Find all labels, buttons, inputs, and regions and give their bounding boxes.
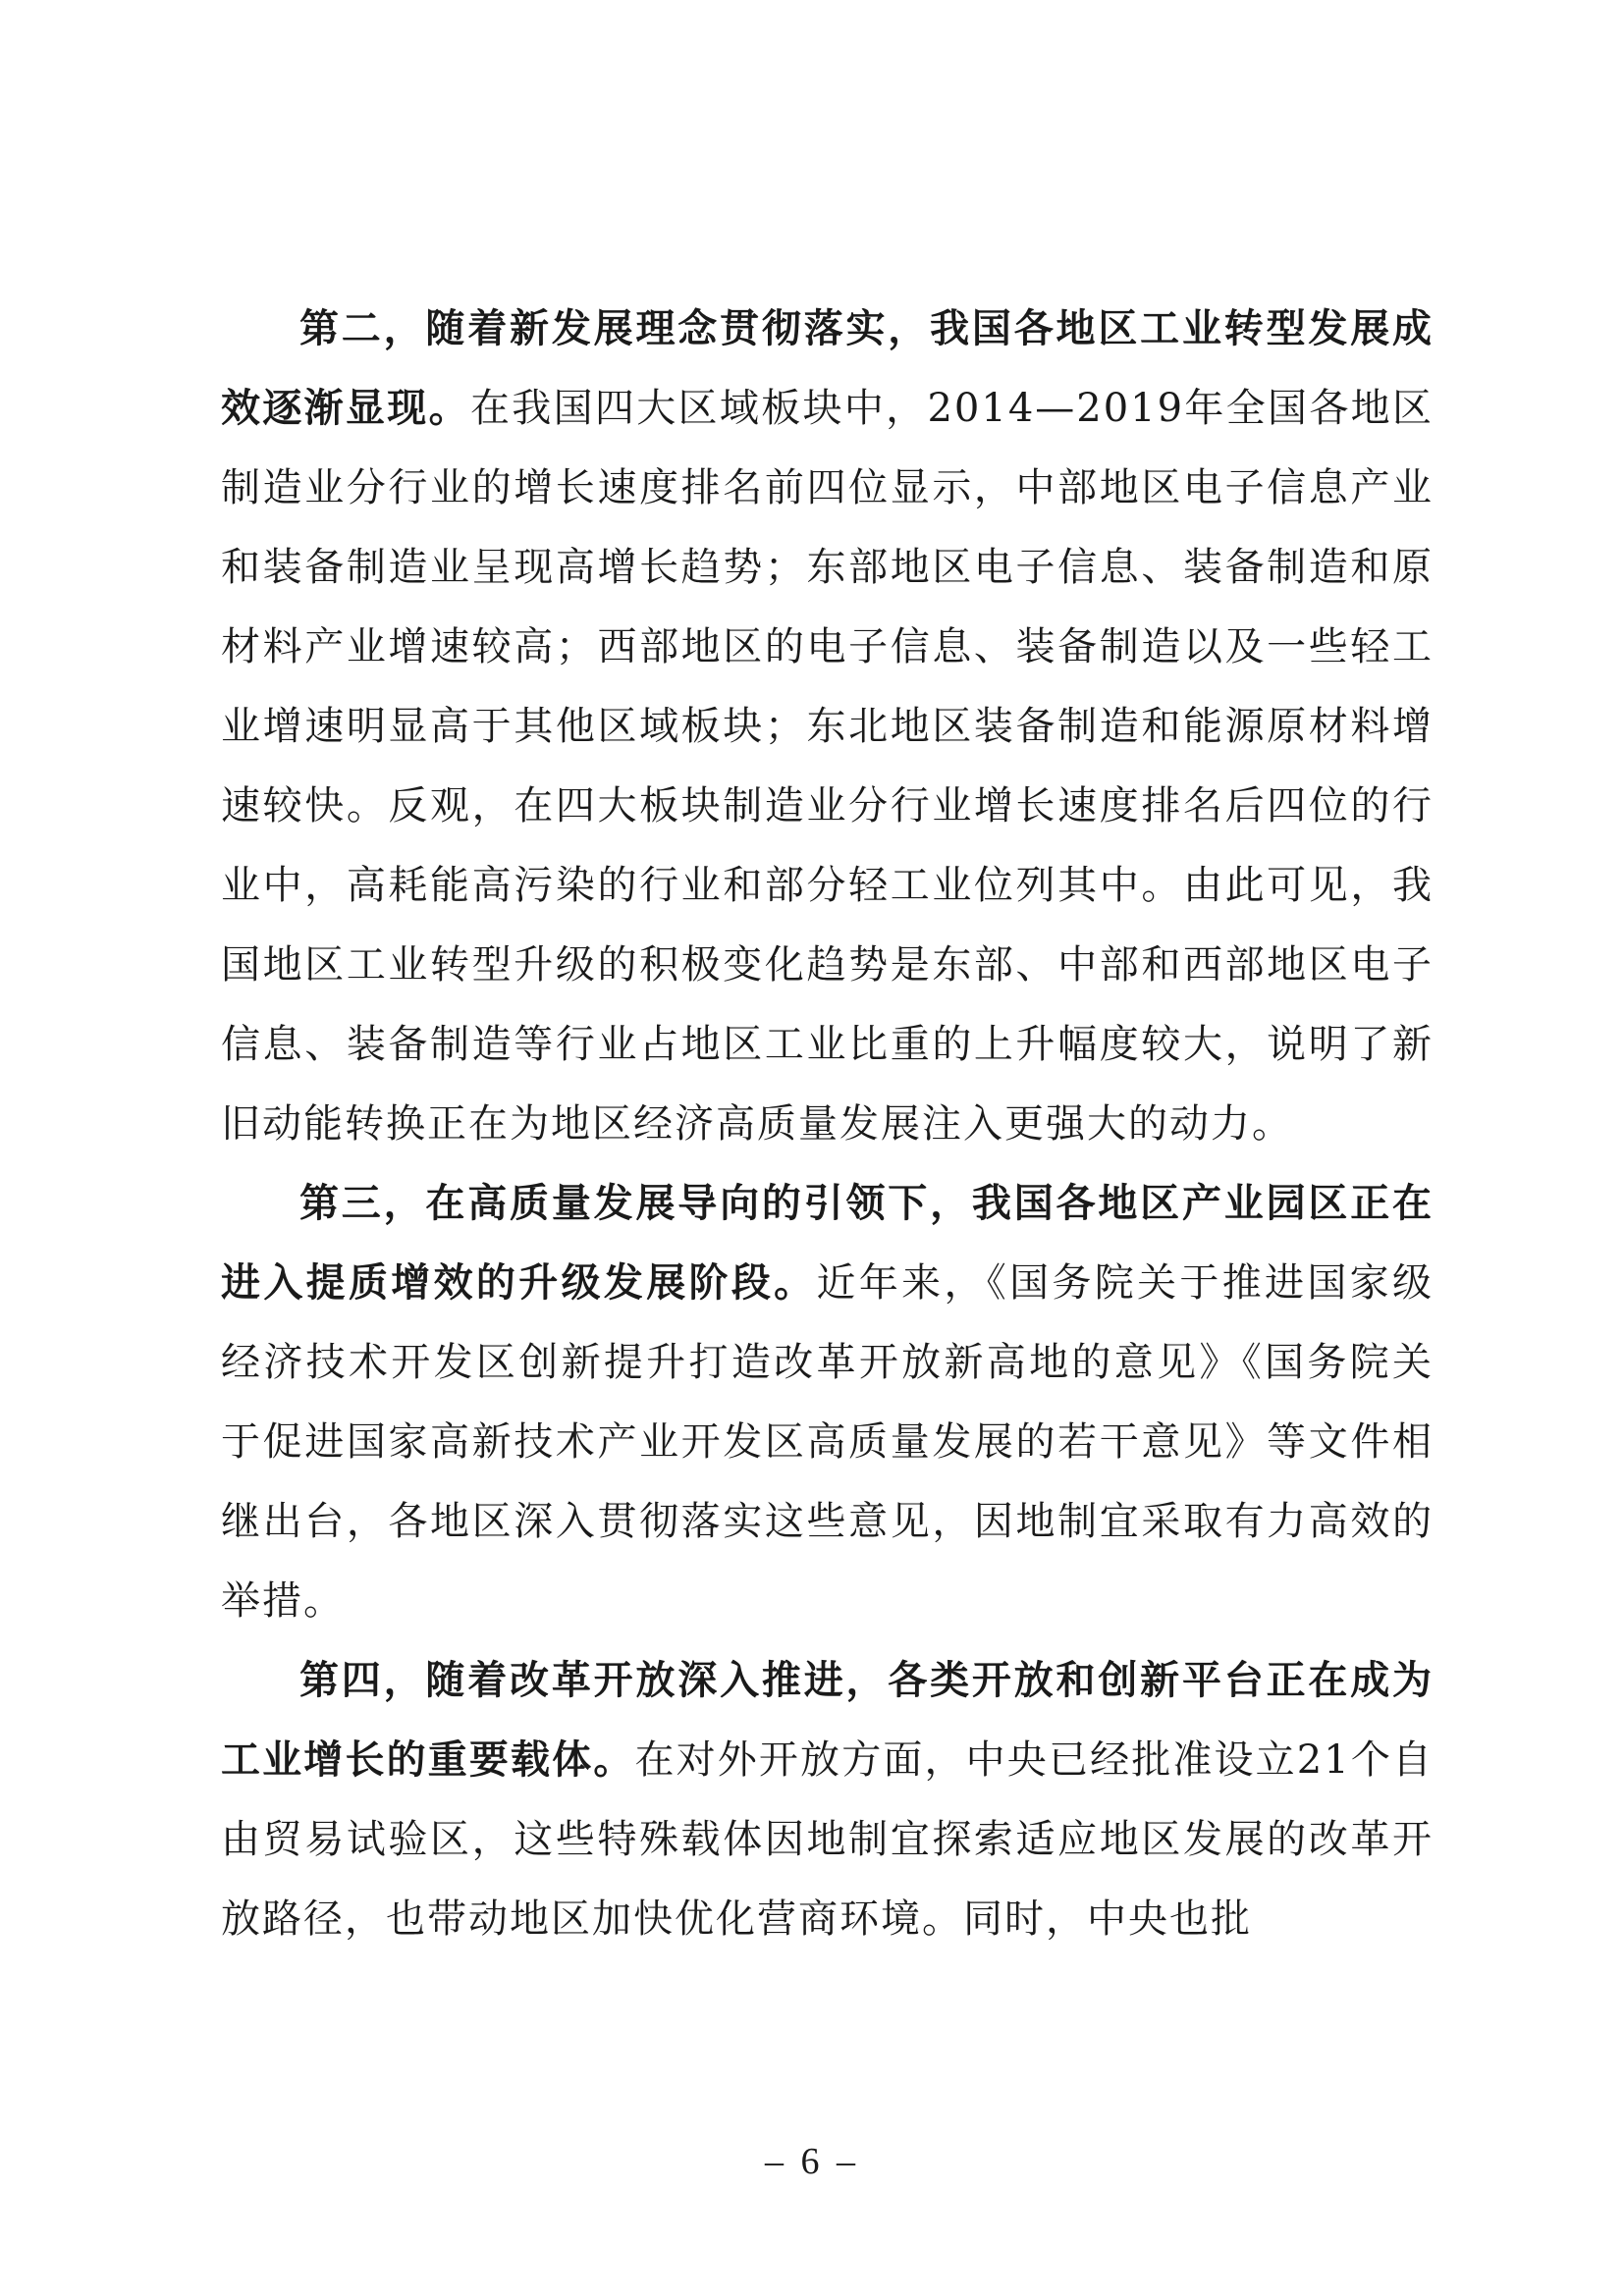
paragraph-text: 在对外开放方面，中央已经批准设立21个自由贸易试验区，这些特殊载体因地制宜探索适应地区发展的改革开放路径，也带动地区加快优化营商环境。同时，中央也批 [221, 1737, 1434, 1942]
paragraph-lead: 第四，随着改革开放深入推进，各类开放和创新平台正在成为工业增长的重要载体。 [221, 1658, 1434, 1783]
paragraph-third-point [221, 1164, 1434, 1641]
document-body [221, 290, 1434, 1959]
paragraph-text: 在我国四大区域板块中，2014—2019年全国各地区制造业分行业的增长速度排名前四位显示，中部地区电子信息产业和装备制造业呈现高增长趋势；东部地区电子信息、装备制造和原材料产业增速较高；西部地区的电子信息、装备制造以及一些轻工业增速明显高于其他区域板块；东北地区装备制造和能源原材料增速较快。反观，在四大板块制造业分行业增长速度排名后四位的行业中，高耗能高污染的行业和部分轻工业位列其中。由此可见，我国地区工业转型升级的积极变化趋势是东部、中部和西部地区电子信息、装备制造等行业占地区工业比重的上升幅度较大，说明了新旧动能转换正在为地区经济高质量发展注入更强大的动力。 [221, 386, 1435, 1147]
paragraph-fourth-point [221, 1641, 1434, 1959]
paragraph-text: 近年来，《国务院关于推进国家级经济技术开发区创新提升打造改革开放新高地的意见》《国务院关于促进国家高新技术产业开发区高质量发展的若干意见》等文件相继出台，各地区深入贯彻落实这些意见，因地制宜采取有力高效的举措。 [221, 1260, 1434, 1624]
paragraph-lead: 第三，在高质量发展导向的引领下，我国各地区产业园区正在进入提质增效的升级发展阶段。 [221, 1181, 1434, 1306]
paragraph-lead: 第二，随着新发展理念贯彻落实，我国各地区工业转型发展成效逐渐显现。 [221, 306, 1434, 431]
page-number: – 6 – [765, 2141, 859, 2182]
paragraph-second-point [221, 290, 1434, 1164]
